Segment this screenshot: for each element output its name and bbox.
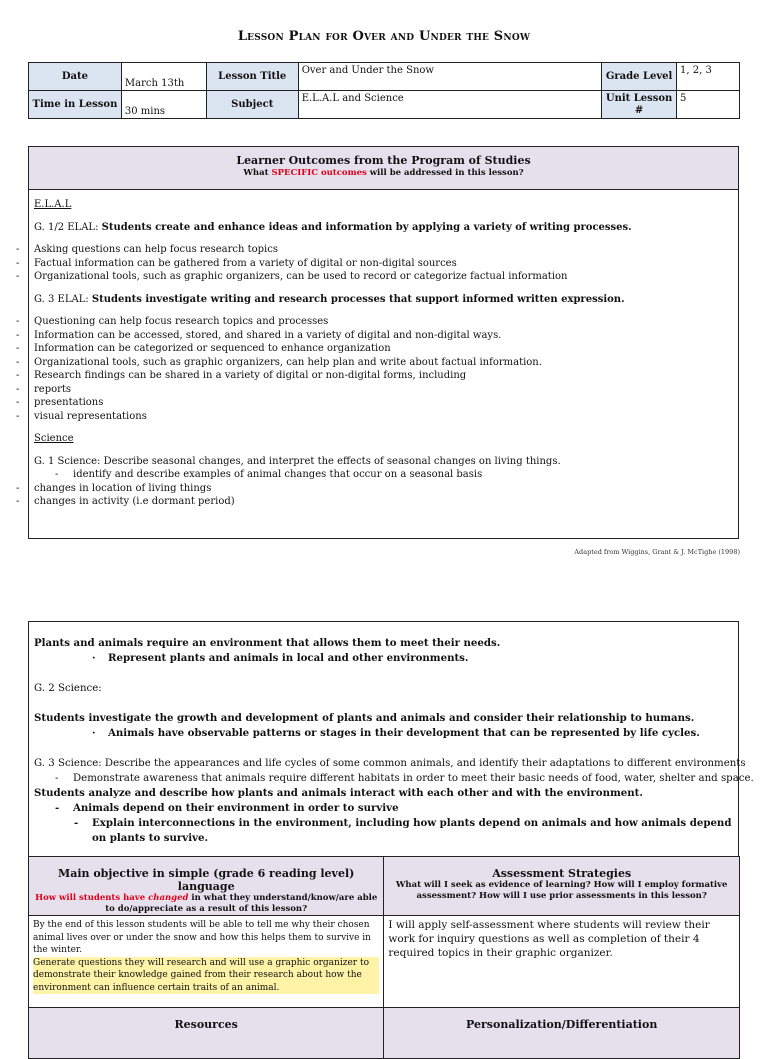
list-item: · Represent plants and animals in local and other environments.: [108, 652, 468, 664]
unit-lesson-value: 5: [677, 91, 740, 119]
list-item: - Organizational tools, such as graphic organizers, can help plan and write about factual information.: [34, 356, 733, 370]
list-item: - visual representations: [34, 410, 733, 424]
list-item: - Organizational tools, such as graphic organizers, can be used to record or categorize factual information: [34, 270, 733, 284]
learner-outcomes-heading: Learner Outcomes from the Program of Studies: [236, 154, 531, 167]
personalization-header: Personalization/Differentiation: [384, 1008, 740, 1059]
list-item: - Research findings can be shared in a variety of digital or non-digital forms, including: [34, 369, 733, 383]
resources-header: Resources: [29, 1008, 384, 1059]
list-item: - Demonstrate awareness that animals require different habitats in order to meet their basic needs of food, water, shelter and space.: [73, 771, 733, 786]
grade-level-label: Grade Level: [602, 63, 677, 91]
lesson-info-table: [28, 62, 740, 119]
g3-elal-sublist: [34, 383, 733, 424]
lesson-title-label: Lesson Title: [206, 63, 298, 91]
plants-animals-outcome: Plants and animals require an environment that allows them to meet their needs.: [34, 637, 501, 649]
objective-assessment-table: [28, 856, 740, 1059]
attribution-caption: Adapted from Wiggins, Grant & J. McTighe (1998): [574, 548, 740, 556]
g12-elal-outcome: G. 1/2 ELAL: Students create and enhance ideas and information by applying a variety of writing processes.: [34, 221, 632, 233]
list-item: - Information can be accessed, stored, and shared in a variety of digital and non-digital ways.: [34, 329, 733, 343]
list-item: - reports: [34, 383, 733, 397]
document-title: Lesson Plan for Over and Under the Snow: [237, 29, 531, 44]
g1-science-list: [34, 468, 733, 482]
g3-science-outcome: G. 3 Science: Describe the appearances and life cycles of some common animals, and identify their adaptations to different environments: [34, 758, 746, 769]
date-value: March 13th: [121, 63, 206, 91]
list-item: - identify and describe examples of animal changes that occur on a seasonal basis: [73, 468, 733, 482]
analyze-outcome: Students analyze and describe how plants and animals interact with each other and with the environment.: [34, 787, 643, 799]
date-label: Date: [29, 63, 122, 91]
objective-header: Main objective in simple (grade 6 reading level) language How will students have changed in what they understand/know/are able to do/appreciate as a result of this lesson?: [29, 857, 384, 916]
lesson-title-value: Over and Under the Snow: [298, 63, 601, 91]
subject-value: E.L.A.L and Science: [298, 91, 601, 119]
list-item: - changes in activity (i.e dormant period): [34, 495, 733, 509]
g2-science-label: G. 2 Science:: [34, 683, 102, 694]
assessment-body: I will apply self-assessment where students will review their work for inquiry questions as well as completion of their 4 required topics in their graphic organizer.: [384, 916, 740, 1008]
learner-outcomes-header: [29, 147, 738, 190]
list-item: - Factual information can be gathered from a variety of digital or non-digital sources: [34, 257, 733, 271]
science-outcomes-box: [28, 621, 754, 857]
list-item: - Asking questions can help focus research topics: [34, 243, 733, 257]
learner-outcomes-box: [28, 146, 739, 539]
list-item: - Questioning can help focus research topics and processes: [34, 315, 733, 329]
time-label: Time in Lesson: [29, 91, 122, 119]
g3-elal-list: [34, 315, 733, 383]
science-heading: Science: [34, 433, 74, 444]
objective-highlight: Generate questions they will research and will use a graphic organizer to demonstrate their knowledge gained from their research about how the environment can influence certain traits of an animal.: [33, 957, 379, 995]
subject-label: Subject: [206, 91, 298, 119]
list-item: - presentations: [34, 396, 733, 410]
g2-science-outcome: Students investigate the growth and development of plants and animals and consider their relationship to humans.: [34, 712, 695, 724]
assessment-header: Assessment Strategies What will I seek as evidence of learning? How will I employ formative assessment? How will I use prior assessments in this lesson?: [384, 857, 740, 916]
list-item: - changes in location of living things: [34, 482, 733, 496]
g1-science-outcome: G. 1 Science: Describe seasonal changes, and interpret the effects of seasonal changes on living things.: [34, 455, 561, 467]
elal-heading: E.L.A.L: [34, 199, 72, 210]
g12-elal-list: [34, 243, 733, 284]
g3-elal-outcome: G. 3 ELAL: Students investigate writing and research processes that support informed written expression.: [34, 293, 625, 305]
learner-outcomes-content: [29, 190, 738, 515]
learner-outcomes-subheading: What SPECIFIC outcomes will be addressed in this lesson?: [243, 168, 524, 178]
grade-level-value: 1, 2, 3: [677, 63, 740, 91]
list-item: - Explain interconnections in the environment, including how plants depend on animals and how animals depend on plants to survive.: [92, 816, 733, 846]
g1-science-sublist: [34, 482, 733, 509]
time-value: 30 mins: [121, 91, 206, 119]
unit-lesson-label: Unit Lesson #: [602, 91, 677, 119]
list-item: · Animals have observable patterns or stages in their development that can be represented by life cycles.: [108, 727, 700, 739]
list-item: - Information can be categorized or sequenced to enhance organization: [34, 342, 733, 356]
objective-body: By the end of this lesson students will be able to tell me why their chosen animal lives over or under the snow and how this helps them to survive in the winter. Generate questions they will research and will use a graphic organizer to demonstrate their knowledge gained from their research about how the environment can influence certain traits of an animal.: [29, 916, 384, 1008]
list-item: - Animals depend on their environment in order to survive: [73, 801, 733, 816]
